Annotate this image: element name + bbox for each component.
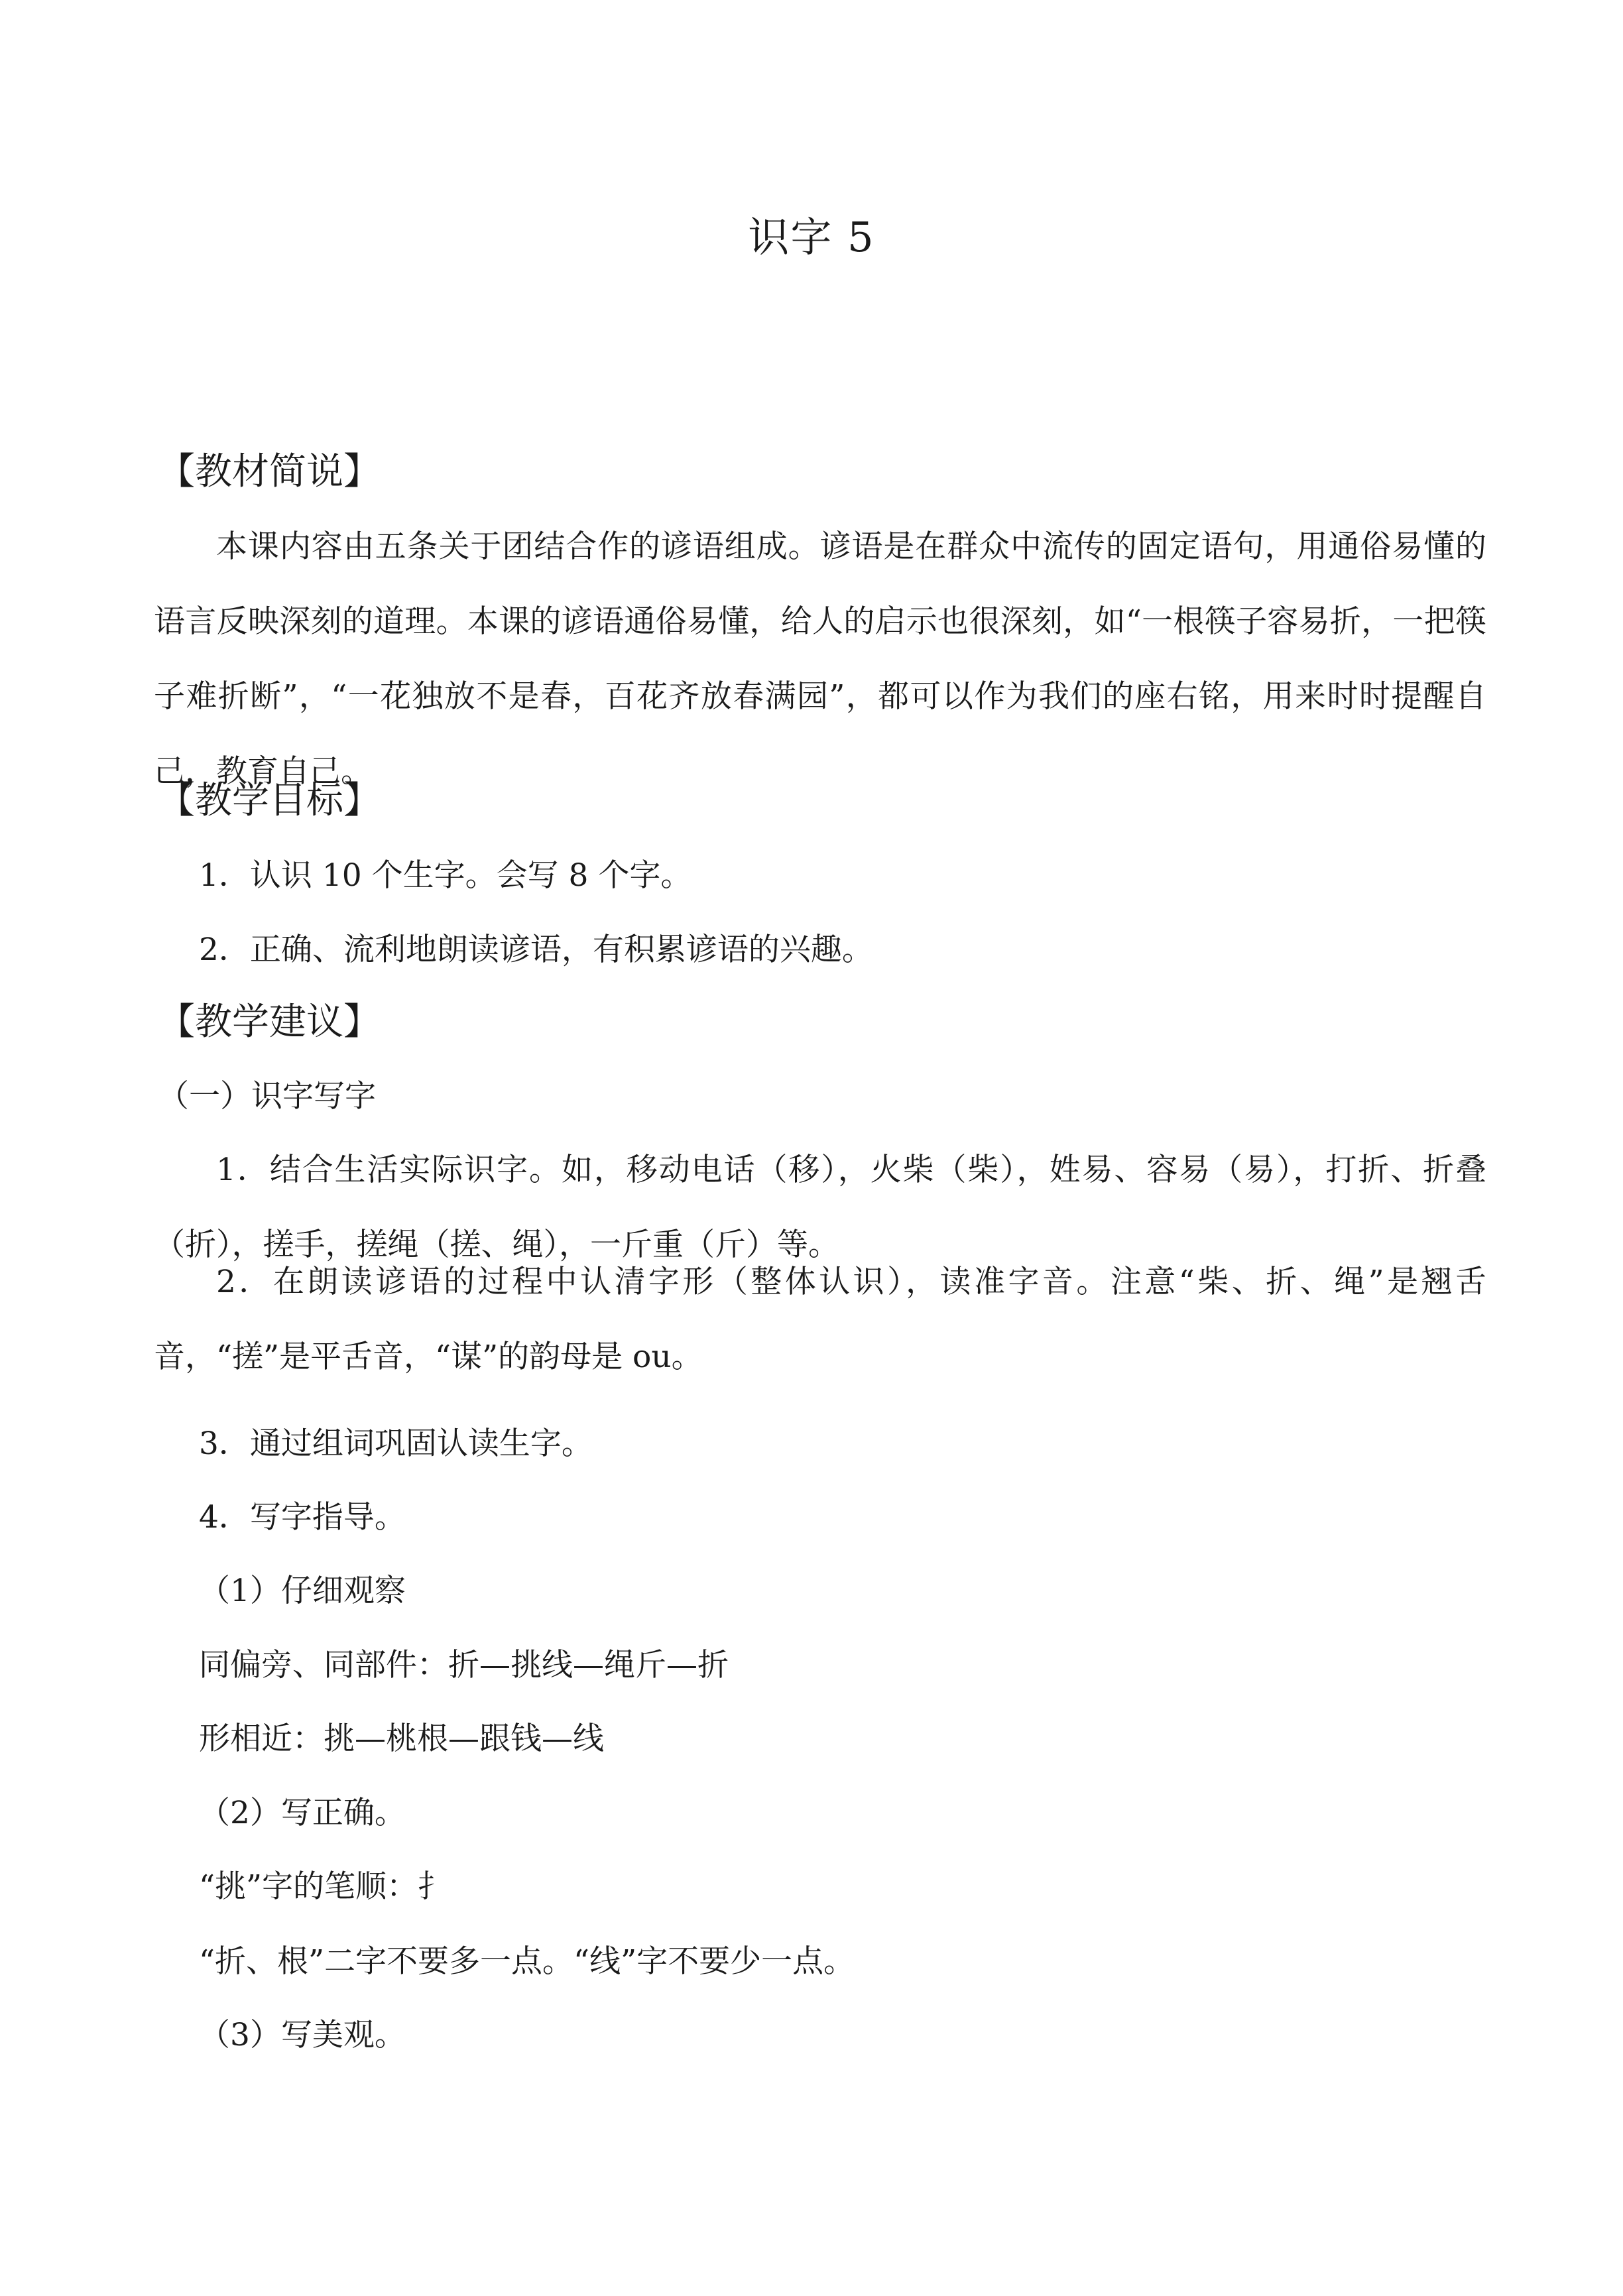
- advice-subheading-literacy: （一）识字写字: [158, 1078, 376, 1115]
- page-title: 识字 5: [748, 213, 875, 261]
- advice-item-2: 2．在朗读谚语的过程中认清字形（整体认识），读准字音。注意“柴、折、绳”是翘舌音，“搓”是平舌音，“谋”的韵母是 ou。: [154, 1264, 1486, 1375]
- advice-item-3: 3．通过组词巩固认读生字。: [199, 1425, 593, 1462]
- section-heading-teaching-advice: 【教学建议】: [158, 1000, 381, 1044]
- observe-line-2: 形相近：挑—桃根—跟钱—线: [199, 1721, 604, 1757]
- beauty-heading: （3）写美观。: [199, 2017, 406, 2053]
- section-heading-teaching-goals: 【教学目标】: [158, 779, 381, 822]
- advice-item-1: 1．结合生活实际识字。如，移动电话（移），火柴（柴），姓易、容易（易），打折、折叠（折），搓手，搓绳（搓、绳），一斤重（斤）等。: [154, 1152, 1486, 1263]
- goal-item-1: 1．认识 10 个生字。会写 8 个字。: [199, 857, 692, 894]
- textbook-intro-paragraph: 本课内容由五条关于团结合作的谚语组成。谚语是在群众中流传的固定语句，用通俗易懂的语言反映深刻的道理。本课的谚语通俗易懂，给人的启示也很深刻，如“一根筷子容易折，一把筷子难折断”，“一花独放不是春，百花齐放春满园”，都可以作为我们的座右铭，用来时时提醒自己，教育自己。: [154, 528, 1486, 790]
- correct-line-2: “折、根”二字不要多一点。“线”字不要少一点。: [199, 1943, 855, 1980]
- correct-line-1: “挑”字的笔顺：扌: [199, 1868, 450, 1905]
- goal-item-2: 2．正确、流利地朗读谚语，有积累谚语的兴趣。: [199, 932, 873, 968]
- observe-line-1: 同偏旁、同部件：折—挑线—绳斤—折: [199, 1647, 729, 1683]
- section-heading-textbook-intro: 【教材简说】: [158, 450, 381, 493]
- advice-item-4: 4．写字指导。: [199, 1499, 406, 1536]
- observe-heading: （1）仔细观察: [199, 1573, 406, 1609]
- correct-heading: （2）写正确。: [199, 1795, 406, 1831]
